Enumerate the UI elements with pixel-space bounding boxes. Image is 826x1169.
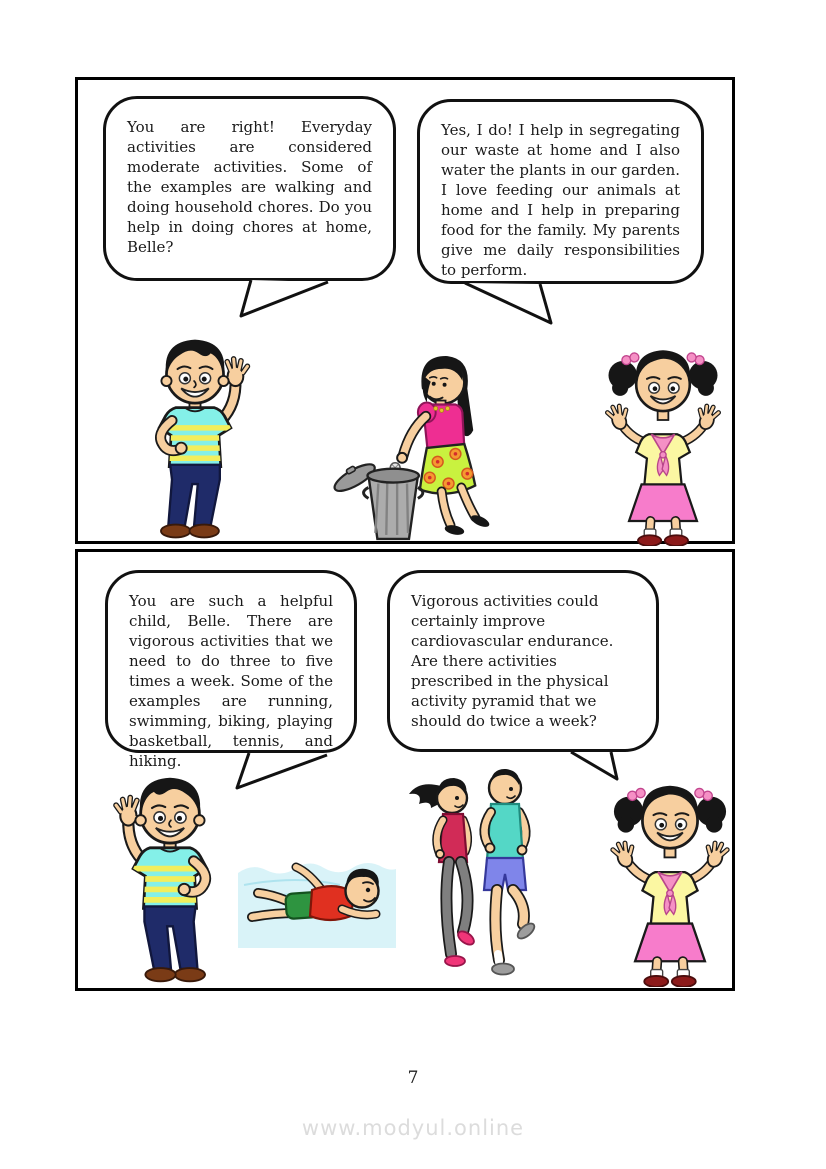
woman-segregating-waste-illustration [325,347,493,545]
speech-bubble-tail [231,278,336,320]
speech-bubble-tail [453,281,563,327]
speech-bubble-girl-chores [417,99,704,284]
comic-panel-bottom [75,549,735,991]
trash-can [330,457,423,539]
speech-text: Yes, I do! I help in segregating our waste at home and I also water the plants in our garden. I love feeding our animals at home and I help in preparing food for the family. My parents give me daily responsibilities to perform. [441,121,680,279]
speech-bubble-boy-moderate-activities [103,96,396,281]
girl-waving-illustration [599,771,741,987]
girl-waving-illustration [592,336,734,546]
boy-waving-illustration [126,330,264,542]
jogging-man [484,769,537,975]
comic-panel-top [75,77,735,544]
speech-bubble-cardiovascular [387,570,659,752]
boy-swimming-illustration [238,843,396,948]
speech-bubble-tail [225,750,337,792]
jogging-woman [409,778,476,966]
couple-jogging-illustration [405,762,550,987]
speech-bubble-boy-vigorous-activities [105,570,357,770]
boy-waving-illustration [99,768,241,986]
page-number: 7 [407,1068,419,1088]
woman-skirt [420,444,475,494]
speech-text: Vigorous activities could certainly improve cardiovascular endurance. Are there activities prescribed in the physical activity pyramid that we should do twice a week? [411,592,614,730]
speech-text: You are right! Everyday activities are considered moderate activities. Some of the examples are walking and doing household chores. Do you help in doing chores at home, Belle? [127,118,372,256]
speech-text: You are such a helpful child, Belle. There are vigorous activities that we need to do three to five times a week. Some of the examples are running, swimming, biking, playing basketball, tennis, and hiking. [129,592,333,770]
watermark: www.modyul.online [301,1116,525,1140]
